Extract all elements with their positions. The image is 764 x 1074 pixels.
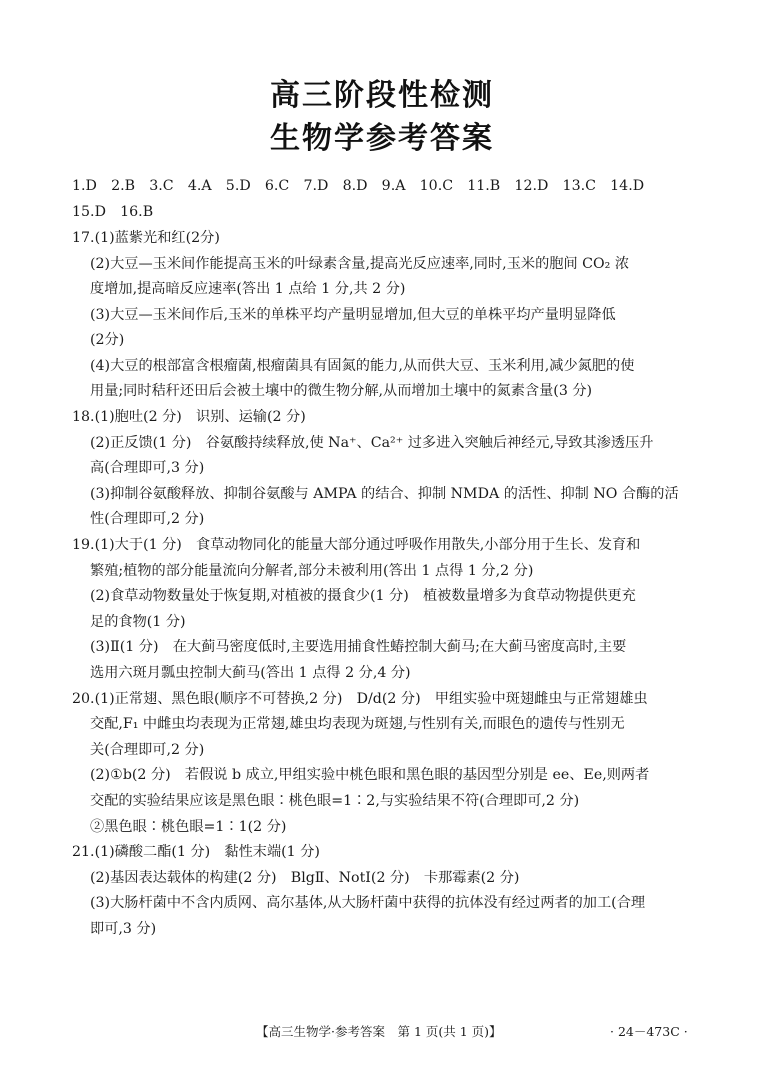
answer-line: 交配,F₁ 中雌虫均表现为正常翅,雄虫均表现为斑翅,与性别有关,而眼色的遗传与性别无 xyxy=(90,716,625,732)
answer-line: ②黑色眼∶桃色眼=1∶1(2 分) xyxy=(90,819,287,835)
answer-line: 度增加,提高暗反应速率(答出 1 点给 1 分,共 2 分) xyxy=(90,281,406,297)
answer-line: (3)Ⅱ(1 分) 在大蓟马密度低时,主要选用捕食性蝽控制大蓟马;在大蓟马密度高时,主要 xyxy=(90,639,627,655)
answer-line: 足的食物(1 分) xyxy=(90,614,186,630)
answer-line: 选用六斑月瓢虫控制大蓟马(答出 1 点得 2 分,4 分) xyxy=(90,665,411,681)
footer-page-info: 【高三生物学·参考答案 第 1 页(共 1 页)】 xyxy=(256,1024,502,1039)
answer-line: (3)大豆—玉米间作后,玉米的单株平均产量明显增加,但大豆的单株平均产量明显降低 xyxy=(90,307,616,323)
page-title: 高三阶段性检测 xyxy=(270,78,494,113)
answer-line: 18.(1)胞吐(2 分) 识别、运输(2 分) xyxy=(72,409,306,425)
footer-doc-code: · 24－473C · xyxy=(610,1024,688,1039)
answer-line: 繁殖;植物的部分能量流向分解者,部分未被利用(答出 1 点得 1 分,2 分) xyxy=(90,563,534,579)
answer-line: 高(合理即可,3 分) xyxy=(90,460,205,476)
answer-line: (2)正反馈(1 分) 谷氨酸持续释放,使 Na⁺、Ca²⁺ 过多进入突触后神经元,导致其渗透压升 xyxy=(90,435,654,451)
answer-line: 21.(1)磷酸二酯(1 分) 黏性末端(1 分) xyxy=(72,844,320,860)
answer-line: 1.D 2.B 3.C 4.A 5.D 6.C 7.D 8.D 9.A 10.C 11.B 12.D 13.C 14.D xyxy=(72,178,645,194)
answer-line: 交配的实验结果应该是黑色眼∶桃色眼=1∶2,与实验结果不符(合理即可,2 分) xyxy=(90,793,580,809)
answer-line: (2)①b(2 分) 若假说 b 成立,甲组实验中桃色眼和黑色眼的基因型分别是 ee、Ee,则两者 xyxy=(90,767,650,783)
answer-line: (3)抑制谷氨酸释放、抑制谷氨酸与 AMPA 的结合、抑制 NMDA 的活性、抑制 NO 合酶的活 xyxy=(90,486,679,502)
answer-line: 15.D 16.B xyxy=(72,204,154,220)
answer-line: (2)大豆—玉米间作能提高玉米的叶绿素含量,提高光反应速率,同时,玉米的胞间 CO₂ 浓 xyxy=(90,256,630,272)
answer-line: (4)大豆的根部富含根瘤菌,根瘤菌具有固氮的能力,从而供大豆、玉米利用,减少氮肥的使 xyxy=(90,358,635,374)
answer-line: 即可,3 分) xyxy=(90,921,157,937)
answer-line: (2)基因表达载体的构建(2 分) BlgⅡ、NotⅠ(2 分) 卡那霉素(2 分) xyxy=(90,870,520,886)
answer-line: (2分) xyxy=(90,332,125,348)
answer-line: (2)食草动物数量处于恢复期,对植被的摄食少(1 分) 植被数量增多为食草动物提供更充 xyxy=(90,588,636,604)
answer-line: 20.(1)正常翅、黑色眼(顺序不可替换,2 分) D/d(2 分) 甲组实验中斑翅雌虫与正常翅雄虫 xyxy=(72,691,648,707)
answer-line: 用量;同时秸秆还田后会被土壤中的微生物分解,从而增加土壤中的氮素含量(3 分) xyxy=(90,383,593,399)
answer-line: 19.(1)大于(1 分) 食草动物同化的能量大部分通过呼吸作用散失,小部分用于生长、发育和 xyxy=(72,537,641,553)
answer-line: 17.(1)蓝紫光和红(2分) xyxy=(72,230,220,246)
answer-line: 性(合理即可,2 分) xyxy=(90,511,205,527)
answer-line: 关(合理即可,2 分) xyxy=(90,742,205,758)
page-subtitle: 生物学参考答案 xyxy=(270,121,494,156)
answer-line: (3)大肠杆菌中不含内质网、高尔基体,从大肠杆菌中获得的抗体没有经过两者的加工(合理 xyxy=(90,895,646,911)
